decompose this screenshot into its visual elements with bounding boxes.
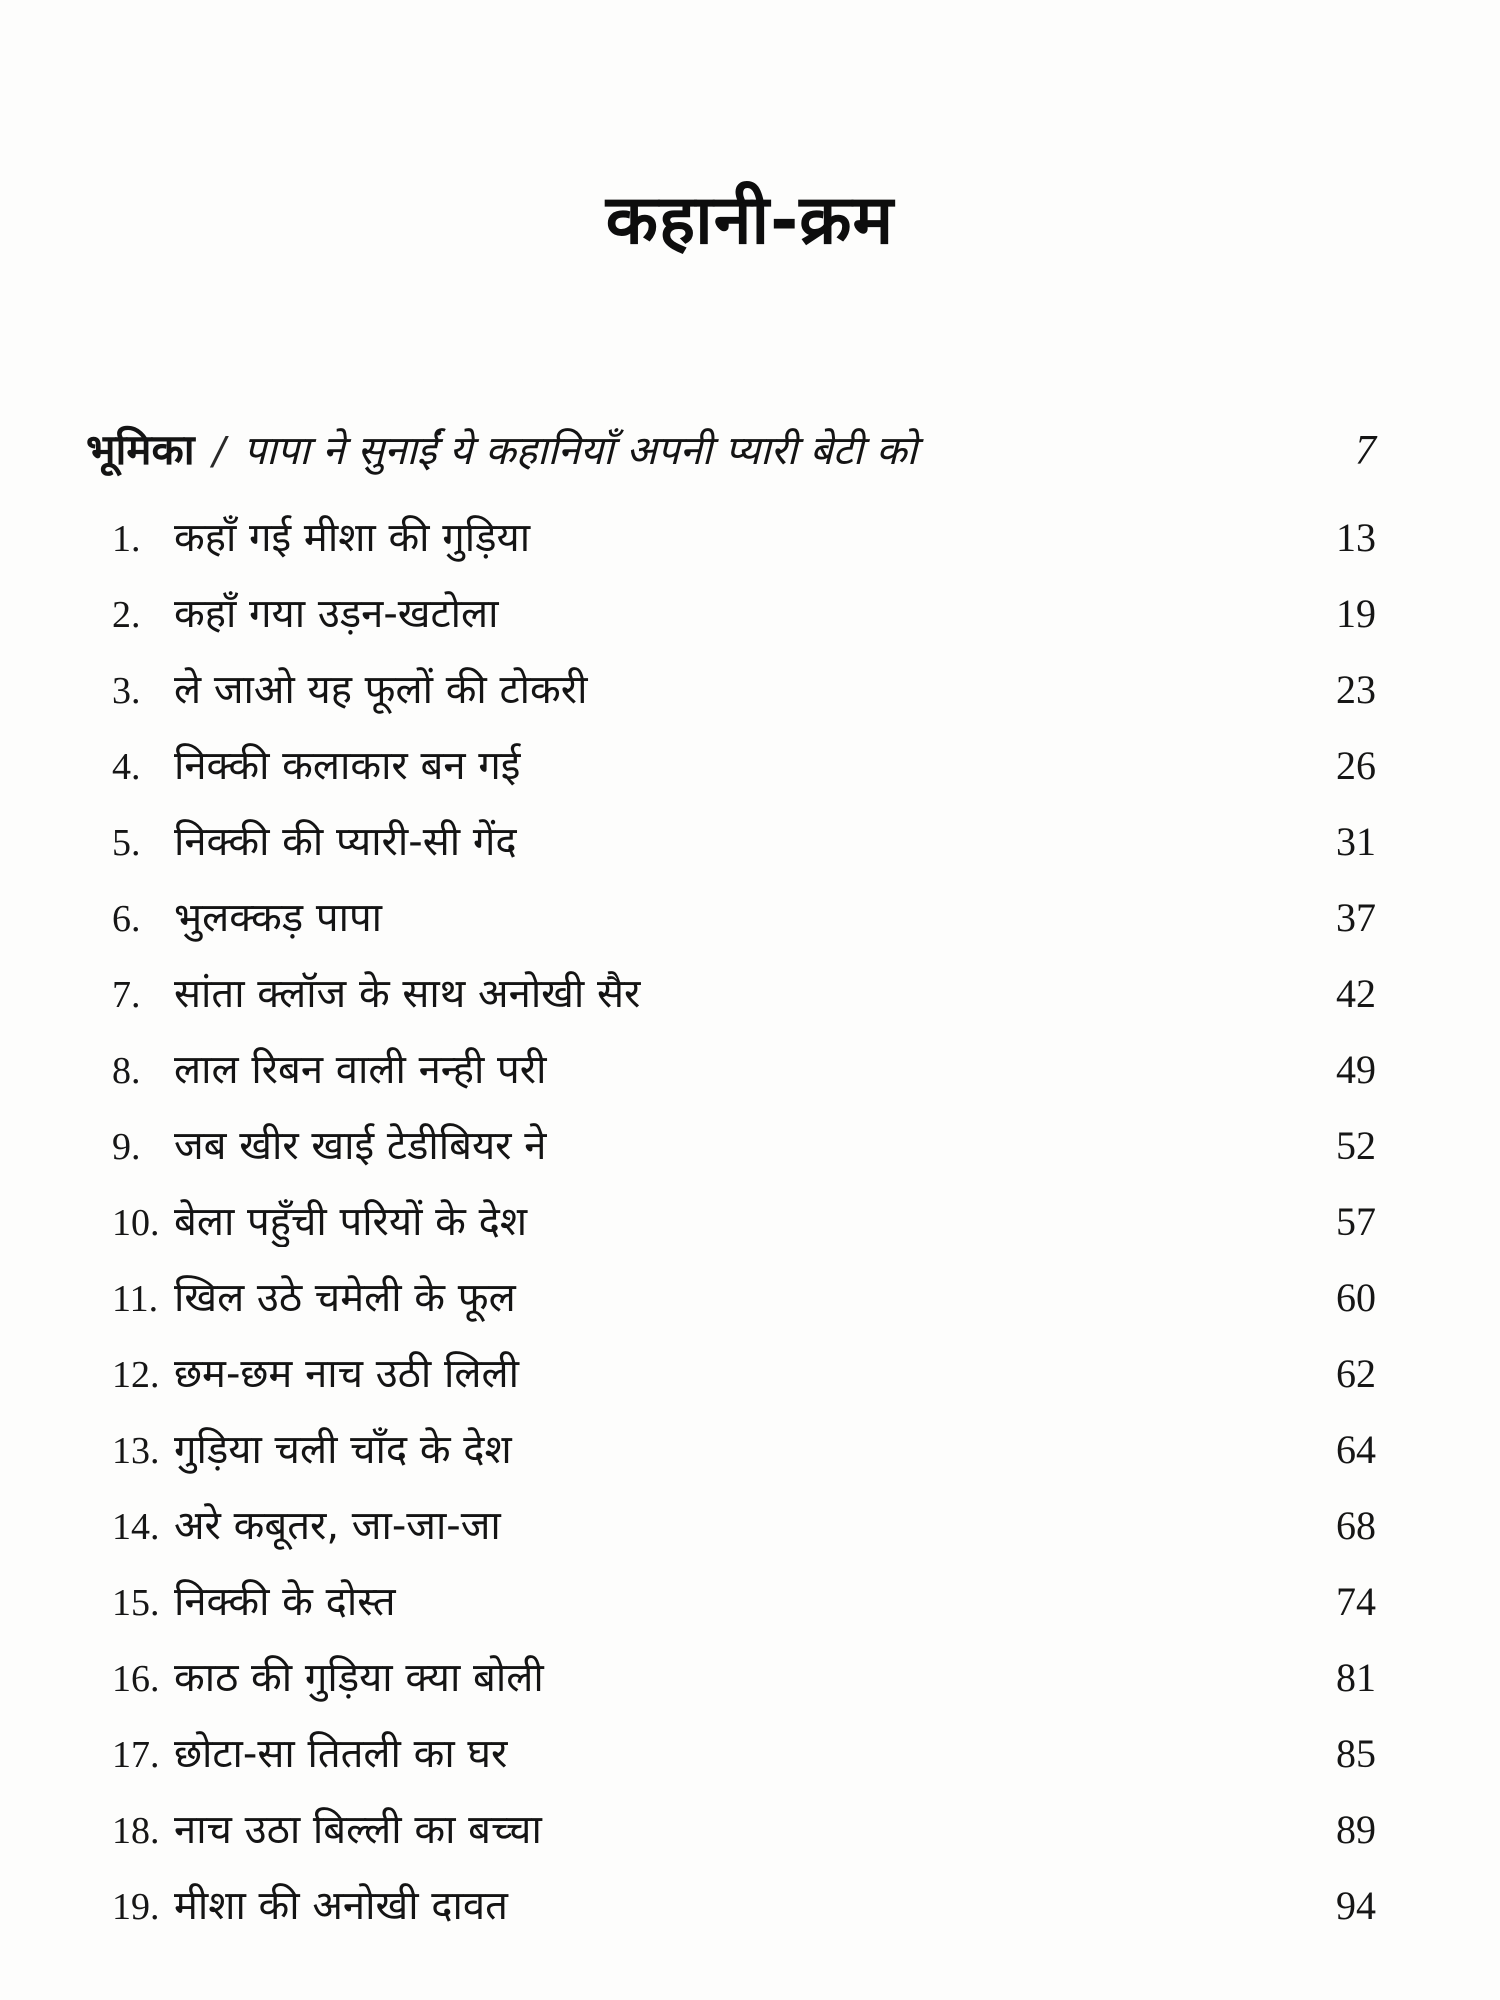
entry-number: 10.	[112, 1202, 160, 1244]
entry-number: 5.	[112, 822, 141, 864]
entry-number: 11.	[112, 1278, 159, 1320]
entry-title: मीशा की अनोखी दावत	[174, 1883, 508, 1929]
entry-title: छोटा-सा तितली का घर	[174, 1731, 508, 1777]
entry-title: निक्की के दोस्त	[174, 1579, 396, 1625]
table-row	[112, 1648, 1376, 1724]
entry-title: नाच उठा बिल्ली का बच्चा	[174, 1807, 542, 1853]
entry-number: 16.	[112, 1658, 160, 1700]
entry-title: बेला पहुँची परियों के देश	[174, 1199, 528, 1245]
table-row	[112, 584, 1376, 660]
entry-page-number: 89	[1336, 1807, 1376, 1852]
entry-number: 4.	[112, 746, 141, 788]
entry-page-number: 62	[1336, 1351, 1376, 1396]
table-row	[112, 508, 1376, 584]
entry-number: 17.	[112, 1734, 160, 1776]
entry-number: 12.	[112, 1354, 160, 1396]
entry-number: 19.	[112, 1886, 160, 1928]
entry-page-number: 68	[1336, 1503, 1376, 1548]
entry-page-number: 31	[1336, 819, 1376, 864]
entry-page-number: 26	[1336, 743, 1376, 788]
entry-title: अरे कबूतर, जा-जा-जा	[174, 1503, 501, 1549]
entry-title: गुड़िया चली चाँद के देश	[174, 1427, 512, 1473]
entry-page-number: 52	[1336, 1123, 1376, 1168]
entry-title: कहाँ गया उड़न-खटोला	[174, 591, 499, 637]
preface-page-number: 7	[1355, 428, 1376, 474]
entry-title: निक्की कलाकार बन गई	[174, 743, 521, 789]
table-row	[112, 1192, 1376, 1268]
entry-title: निक्की की प्यारी-सी गेंद	[174, 819, 517, 865]
entry-title: लाल रिबन वाली नन्ही परी	[174, 1047, 547, 1093]
entry-title: सांता क्लॉज के साथ अनोखी सैर	[174, 971, 641, 1017]
entry-title: कहाँ गई मीशा की गुड़िया	[174, 515, 531, 561]
toc-list	[112, 508, 1376, 1952]
table-row	[112, 1420, 1376, 1496]
entry-number: 3.	[112, 670, 141, 712]
preface-row	[86, 421, 1376, 480]
entry-page-number: 64	[1336, 1427, 1376, 1472]
entry-number: 13.	[112, 1430, 160, 1472]
entry-number: 1.	[112, 518, 141, 560]
entry-number: 9.	[112, 1126, 141, 1168]
table-row	[112, 736, 1376, 812]
preface-title: पापा ने सुनाईं ये कहानियाँ अपनी प्यारी बेटी को	[243, 428, 918, 474]
entry-number: 15.	[112, 1582, 160, 1624]
table-row	[112, 1040, 1376, 1116]
table-row	[112, 1344, 1376, 1420]
entry-page-number: 37	[1336, 895, 1376, 940]
table-row	[112, 1800, 1376, 1876]
entry-number: 7.	[112, 974, 141, 1016]
table-row	[112, 660, 1376, 736]
entry-title: जब खीर खाई टेडीबियर ने	[174, 1123, 547, 1169]
table-row	[112, 964, 1376, 1040]
table-row	[112, 888, 1376, 964]
entry-page-number: 60	[1336, 1275, 1376, 1320]
entry-title: भुलक्कड़ पापा	[174, 895, 383, 941]
table-row	[112, 812, 1376, 888]
entry-page-number: 85	[1336, 1731, 1376, 1776]
entry-number: 2.	[112, 594, 141, 636]
page-title: कहानी-क्रम	[605, 181, 895, 260]
table-row	[112, 1496, 1376, 1572]
entry-title: काठ की गुड़िया क्या बोली	[174, 1655, 544, 1701]
table-row	[112, 1876, 1376, 1952]
entry-page-number: 19	[1336, 591, 1376, 636]
entry-number: 6.	[112, 898, 141, 940]
entry-number: 8.	[112, 1050, 141, 1092]
entry-title: खिल उठे चमेली के फूल	[174, 1275, 516, 1321]
table-row	[112, 1268, 1376, 1344]
preface-label: भूमिका	[86, 425, 195, 474]
entry-page-number: 49	[1336, 1047, 1376, 1092]
entry-page-number: 13	[1336, 515, 1376, 560]
entry-number: 14.	[112, 1506, 160, 1548]
entry-page-number: 74	[1336, 1579, 1376, 1624]
table-row	[112, 1724, 1376, 1800]
entry-number: 18.	[112, 1810, 160, 1852]
entry-page-number: 42	[1336, 971, 1376, 1016]
entry-page-number: 57	[1336, 1199, 1376, 1244]
entry-page-number: 81	[1336, 1655, 1376, 1700]
entry-title: ले जाओ यह फूलों की टोकरी	[174, 667, 588, 713]
table-row	[112, 1572, 1376, 1648]
entry-title: छम-छम नाच उठी लिली	[174, 1351, 519, 1397]
preface-separator: /	[212, 429, 226, 473]
entry-page-number: 23	[1336, 667, 1376, 712]
table-row	[112, 1116, 1376, 1192]
table-of-contents	[0, 421, 1500, 1952]
entry-page-number: 94	[1336, 1883, 1376, 1928]
